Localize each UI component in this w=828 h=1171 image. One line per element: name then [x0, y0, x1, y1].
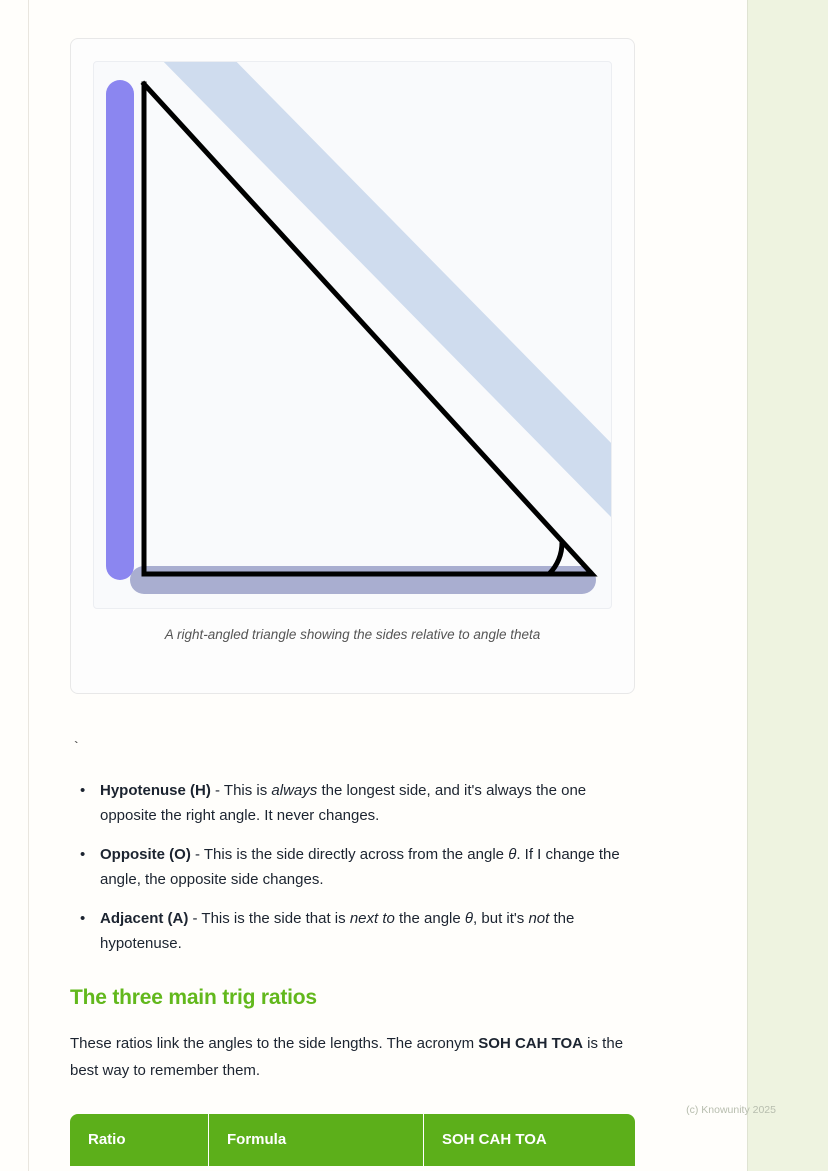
paragraph-lead: These ratios link the angles to the side lengths. The acronym [70, 1035, 479, 1052]
paragraph-tail: is the best way to remember them. [70, 1035, 624, 1079]
acronym-soh-cah-toa: SOH CAH TOA [478, 1035, 584, 1052]
page-title: The three main trig ratios [70, 986, 317, 1009]
document-content [70, 0, 635, 1166]
right-band-divider [747, 0, 748, 1171]
figure-card [70, 38, 635, 694]
list-item [96, 842, 635, 892]
term-hypotenuse: Hypotenuse (H) [100, 782, 211, 799]
stray-backtick: ` [72, 740, 81, 756]
section-paragraph [70, 1030, 635, 1084]
term-opposite: Opposite (O) [100, 846, 191, 863]
list-item [96, 778, 635, 828]
list-item [96, 906, 635, 956]
table-header-formula: Formula [208, 1114, 423, 1166]
right-side-band [748, 0, 828, 1171]
triangle-diagram [93, 61, 612, 609]
figure-caption: A right-angled triangle showing the sides relative to angle theta [164, 627, 541, 642]
left-margin-rule [28, 0, 29, 1171]
term-adjacent: Adjacent (A) [100, 910, 189, 927]
term-adjacent-desc: - This is the side that is next to the angle θ, but it's not the hypotenuse. [100, 910, 575, 952]
watermark: (c) Knowunity 2025 [686, 1104, 776, 1116]
definitions-list [70, 778, 635, 956]
ratios-table [70, 1114, 635, 1166]
table-header-ratio: Ratio [70, 1114, 208, 1166]
term-hypotenuse-desc: - This is always the longest side, and it's always the one opposite the right angle. It never changes. [100, 782, 587, 824]
right-triangle-outline [94, 62, 612, 609]
table-header-sohcahtoa: SOH CAH TOA [423, 1114, 635, 1166]
term-opposite-desc: - This is the side directly across from the angle θ. If I change the angle, the opposite side changes. [100, 846, 620, 888]
